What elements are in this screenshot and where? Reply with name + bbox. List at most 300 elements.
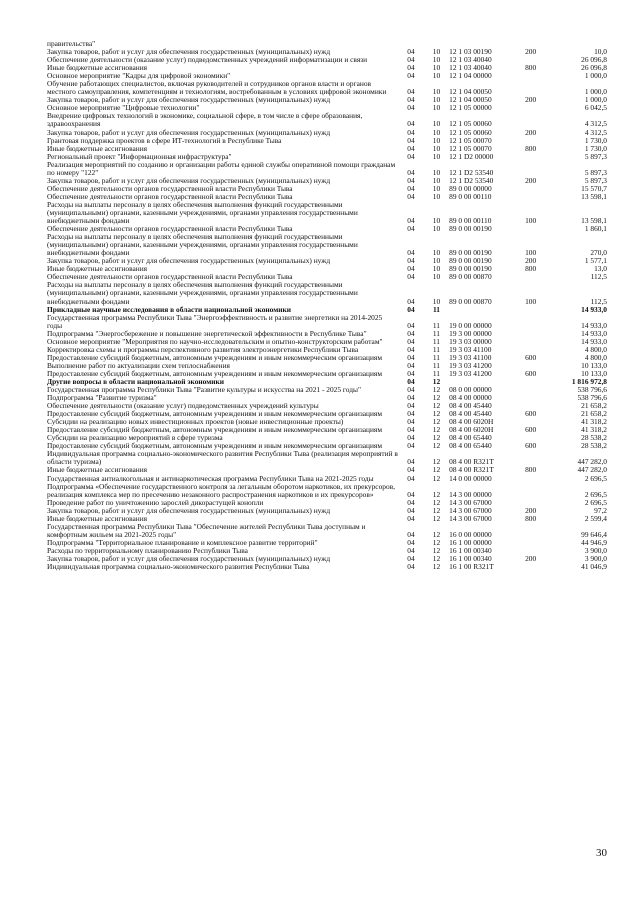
subsection-code: 10 [432, 119, 441, 129]
expense-type-code [515, 185, 546, 193]
subsection-code: 12 [432, 473, 441, 483]
target-article-code: 14 3 00 00000 [449, 489, 492, 499]
subsection-code: 10 [432, 296, 441, 306]
row-name: Закупка товаров, работ и услуг для обеспечения государственных (муниципальных) нужд [47, 47, 331, 57]
amount: 3 900,0 [584, 554, 607, 563]
section-code: 04 [407, 433, 415, 443]
expense-type-code: 800 [525, 465, 537, 475]
amount: 112,5 [590, 272, 607, 282]
amount: 44 946,9 [581, 537, 607, 547]
row-name: Подпрограмма "Энергосбережение и повышение энергетической эффективности в Республике Тыва" [47, 328, 367, 338]
row-name: Расходы по территориальному планированию Республики Тыва [47, 545, 248, 555]
section-code: 04 [407, 248, 415, 258]
target-article-code: 08 4 00 6020H [449, 425, 494, 435]
section-code: 04 [407, 135, 415, 145]
target-article-code: 12 1 03 00190 [449, 47, 492, 57]
amount: 1 730,0 [584, 143, 607, 153]
section-code: 04 [407, 296, 415, 306]
amount: 4 312,5 [584, 119, 607, 129]
subsection-code: 11 [432, 328, 440, 338]
amount: 28 538,2 [581, 441, 607, 451]
section-code: 04 [407, 441, 415, 451]
target-article-code: 16 0 00 00000 [449, 529, 492, 539]
section-code: 04 [407, 175, 415, 185]
amount: 5 897,3 [584, 175, 607, 185]
amount: 28 538,2 [581, 433, 607, 443]
expense-type-code: 600 [525, 409, 537, 419]
amount: 112,5 [590, 296, 607, 306]
expense-type-code [515, 523, 546, 539]
row-name: Обучение работающих специалистов, включая руководителей и сотрудников органов власти и органов местного самоуправления, компетенциям и технологиям, востребованным в условиях цифровой экономики [47, 79, 387, 97]
subsection-code: 12 [432, 465, 441, 475]
subsection-code: 10 [432, 143, 441, 153]
amount: 13,0 [594, 264, 607, 274]
expense-type-code: 800 [525, 63, 537, 73]
section-code: 04 [407, 328, 415, 338]
target-article-code: 89 0 00 00110 [449, 216, 492, 226]
expense-type-code: 100 [525, 296, 537, 306]
amount: 2 696,5 [584, 489, 607, 499]
amount: 1 000,0 [584, 87, 607, 97]
subsection-code: 12 [432, 554, 441, 563]
target-article-code: 16 1 00 00340 [449, 545, 492, 555]
row-name: Закупка товаров, работ и услуг для обеспечения государственных (муниципальных) нужд [47, 554, 331, 563]
section-code: 04 [407, 167, 415, 177]
page-number: 30 [596, 847, 607, 859]
subsection-code: 12 [432, 497, 441, 507]
target-article-code: 89 0 00 00190 [449, 224, 492, 234]
expense-type-code: 100 [525, 216, 537, 226]
section-code: 04 [407, 457, 415, 467]
target-article-code: 14 3 00 67000 [449, 505, 492, 515]
section-code: 04 [407, 393, 415, 403]
subsection-code: 12 [432, 385, 441, 395]
expense-type-code: 200 [525, 47, 537, 57]
target-article-code: 12 1 05 00060 [449, 127, 492, 137]
row-name: Субсидии на реализацию мероприятий в сфере туризма [47, 433, 223, 443]
target-article-code: 12 1 D2 53540 [449, 175, 494, 185]
expense-type-code [515, 193, 546, 201]
row-name: Предоставление субсидий бюджетным, автономным учреждениям и иным некоммерческим организациям [47, 368, 383, 378]
subsection-code: 10 [432, 191, 441, 201]
subsection-code: 10 [432, 256, 441, 266]
expense-type-code: 800 [525, 513, 537, 523]
amount: 14 933,0 [581, 304, 607, 314]
section-code: 04 [407, 489, 415, 499]
subsection-code: 12 [432, 457, 441, 467]
table-row [47, 112, 607, 128]
subsection-code: 11 [432, 336, 440, 346]
subsection-code: 10 [432, 95, 441, 105]
row-name: Обеспечение деятельности органов государственной власти Республики Тыва [47, 191, 293, 201]
expense-type-code [515, 394, 546, 402]
subsection-code: 10 [432, 55, 441, 65]
subsection-code: 10 [432, 135, 441, 145]
row-name: Закупка товаров, работ и услуг для обеспечения государственных (муниципальных) нужд [47, 95, 331, 105]
expense-type-code [515, 483, 546, 499]
target-article-code: 12 1 D2 53540 [449, 167, 494, 177]
expense-type-code [515, 72, 546, 80]
row-name: Закупка товаров, работ и услуг для обеспечения государственных (муниципальных) нужд [47, 175, 331, 185]
target-article-code: 12 1 05 00000 [449, 103, 492, 113]
amount: 26 096,8 [581, 63, 607, 73]
target-article-code: 19 3 03 41200 [449, 368, 492, 378]
target-article-code: 08 4 00 00000 [449, 393, 492, 403]
section-code: 04 [407, 191, 415, 201]
expense-type-code: 200 [525, 505, 537, 515]
target-article-code: 19 0 00 00000 [449, 320, 492, 330]
amount: 10 133,0 [581, 368, 607, 378]
subsection-code: 10 [432, 264, 441, 274]
amount: 538 796,6 [577, 393, 607, 403]
row-name: Расходы на выплаты персоналу в целях обеспечения выполнения функций государственными (муниципальными) органами, казенными учреждениями, органами управления государственными внебюджетными фондами [47, 232, 358, 258]
row-name: Прикладные научные исследования в области национальной экономики [47, 304, 292, 314]
table-row [47, 281, 607, 305]
table-row [47, 483, 607, 499]
subsection-code: 10 [432, 224, 441, 234]
row-name: Индивидуальная программа социально-экономического развития Республики Тыва [47, 562, 310, 572]
subsection-code: 10 [432, 167, 441, 177]
subsection-code: 10 [432, 71, 441, 81]
expense-type-code: 200 [525, 256, 537, 266]
target-article-code: 12 1 05 00070 [449, 135, 492, 145]
section-code: 04 [407, 216, 415, 226]
amount: 3 900,0 [584, 545, 607, 555]
amount: 270,0 [590, 248, 607, 258]
expense-type-code: 200 [525, 554, 537, 563]
target-article-code: 19 3 00 00000 [449, 328, 492, 338]
amount: 447 282,0 [577, 465, 607, 475]
amount: 4 312,5 [584, 127, 607, 137]
expense-type-code [515, 273, 546, 281]
table-row [47, 233, 607, 257]
table-row [47, 450, 607, 466]
section-code: 04 [407, 87, 415, 97]
target-article-code: 12 1 04 00050 [449, 87, 492, 97]
section-code: 04 [407, 554, 415, 563]
target-article-code [449, 306, 515, 314]
row-name: Основное мероприятие "Цифровые технологии" [47, 103, 200, 113]
expense-type-code: 600 [525, 368, 537, 378]
amount: 14 933,0 [581, 320, 607, 330]
subsection-code: 12 [432, 562, 441, 572]
amount: 10,0 [594, 47, 607, 57]
amount: 1 816 972,8 [571, 376, 607, 386]
row-name: Иные бюджетные ассигнования [47, 465, 148, 475]
row-name: Основное мероприятие "Мероприятия по научно-исследовательским и опытно-конструкторским работам" [47, 336, 383, 346]
row-name: Подпрограмма "Развитие туризма" [47, 393, 157, 403]
subsection-code: 12 [432, 433, 441, 443]
target-article-code: 08 4 00 65440 [449, 433, 492, 443]
amount: 15 570,7 [581, 183, 607, 193]
target-article-code: 12 1 05 00060 [449, 119, 492, 129]
subsection-code: 12 [432, 401, 441, 411]
expense-type-code: 200 [525, 95, 537, 105]
subsection-code: 11 [432, 352, 440, 362]
amount: 14 933,0 [581, 336, 607, 346]
target-article-code: 12 1 04 00050 [449, 95, 492, 105]
row-name: Подпрограмма «Обеспечение государственного контроля за легальным оборотом наркотиков, их прекурсоров, реализация комплекса мер по пресечению незаконного распространения наркотиков и их прекурсоров» [47, 481, 395, 499]
target-article-code: 12 1 04 00000 [449, 71, 492, 81]
amount: 97,2 [594, 505, 607, 515]
section-code: 04 [407, 143, 415, 153]
section-code: 04 [407, 497, 415, 507]
section-code: 04 [407, 562, 415, 572]
section-code: 04 [407, 545, 415, 555]
expense-type-code [515, 104, 546, 112]
section-code: 04 [407, 264, 415, 274]
row-name: Государственная программа Республики Тыва "Энергоэффективность и развитие энергетики на 2014-2025 годы [47, 312, 383, 330]
section-code: 04 [407, 304, 415, 314]
row-name: Обеспечение деятельности органов государственной власти Республики Тыва [47, 224, 293, 234]
subsection-code: 12 [432, 425, 441, 435]
section-code: 04 [407, 320, 415, 330]
subsection-code: 12 [432, 545, 441, 555]
row-name: Внедрение цифровых технологий в экономике, социальной сфере, в том числе в сфере образования, здравоохранения [47, 111, 363, 129]
subsection-code: 11 [432, 304, 440, 314]
target-article-code: 08 4 00 45440 [449, 401, 492, 411]
subsection-code: 12 [432, 529, 441, 539]
row-name: Государственная антиалкогольная и антинаркотическая программа Республики Тыва на 2021-2025 годы [47, 473, 374, 483]
section-code: 04 [407, 513, 415, 523]
section-code: 04 [407, 368, 415, 378]
row-name: Расходы на выплаты персоналу в целях обеспечения выполнения функций государственными (муниципальными) органами, казенными учреждениями, органами управления государственными внебюджетными фондами [47, 280, 358, 306]
target-article-code: 12 1 03 40040 [449, 55, 492, 65]
expense-type-code [515, 80, 546, 96]
expense-type-code: 200 [525, 127, 537, 137]
amount: 1 577,1 [584, 256, 607, 266]
expense-type-code [515, 306, 546, 314]
section-code: 04 [407, 425, 415, 435]
row-name: Предоставление субсидий бюджетным, автономным учреждениям и иным некоммерческим организациям [47, 352, 383, 362]
subsection-code: 11 [432, 320, 440, 330]
subsection-code: 12 [432, 393, 441, 403]
section-code: 04 [407, 224, 415, 234]
subsection-code: 12 [432, 505, 441, 515]
row-name: Индивидуальная программа социально-экономического развития Республики Тыва (реализация мероприятий в области туризма) [47, 449, 398, 467]
amount: 13 598,1 [581, 191, 607, 201]
row-name: Основное мероприятие "Кадры для цифровой экономики" [47, 71, 231, 81]
subsection-code: 10 [432, 216, 441, 226]
subsection-code: 12 [432, 417, 441, 427]
target-article-code: 08 4 00 45440 [449, 409, 492, 419]
section-code: 04 [407, 272, 415, 282]
row-name: Закупка товаров, работ и услуг для обеспечения государственных (муниципальных) нужд [47, 256, 331, 266]
target-article-code: 89 0 00 00000 [449, 183, 492, 193]
row-name: Грантовая поддержка проектов в сфере ИТ-технологий в Республике Тыва [47, 135, 282, 145]
row-name: правительства" [47, 39, 96, 48]
table-row [47, 523, 607, 539]
target-article-code: 12 1 05 00070 [449, 143, 492, 153]
amount: 4 800,0 [584, 352, 607, 362]
section-code: 04 [407, 417, 415, 427]
expense-type-code [515, 153, 546, 161]
amount: 41 318,2 [581, 425, 607, 435]
row-name: Предоставление субсидий бюджетным, автономным учреждениям и иным некоммерческим организациям [47, 425, 383, 435]
amount: 6 042,5 [584, 103, 607, 113]
subsection-code: 11 [432, 360, 440, 370]
row-name: Закупка товаров, работ и услуг для обеспечения государственных (муниципальных) нужд [47, 505, 331, 515]
amount: 447 282,0 [577, 457, 607, 467]
subsection-code: 12 [432, 376, 441, 386]
target-article-code: 19 3 03 41100 [449, 344, 492, 354]
target-article-code: 08 4 00 6020H [449, 417, 494, 427]
subsection-code: 10 [432, 47, 441, 57]
row-name: Обеспечение деятельности (оказание услуг) подведомственных учреждений информатизации и связи [47, 55, 368, 65]
row-name: Реализация мероприятий по созданию и организации работы единой службы оперативной помощи гражданам по номеру "122" [47, 159, 396, 177]
subsection-code: 12 [432, 513, 441, 523]
target-article-code: 12 1 03 40040 [449, 63, 492, 73]
table-row [47, 201, 607, 225]
expense-type-code [515, 450, 546, 466]
section-code: 04 [407, 385, 415, 395]
row-name: Государственная программа Республики Тыва "Развитие культуры и искусства на 2021 - 2025 годы" [47, 385, 361, 395]
expense-type-code [515, 330, 546, 338]
subsection-code: 10 [432, 183, 441, 193]
amount: 5 897,3 [584, 167, 607, 177]
section-code: 04 [407, 151, 415, 161]
section-code: 04 [407, 360, 415, 370]
row-name: Обеспечение деятельности органов государственной власти Республики Тыва [47, 272, 293, 282]
section-code: 04 [407, 71, 415, 81]
row-name: Предоставление субсидий бюджетным, автономным учреждениям и иным некоммерческим организациям [47, 441, 383, 451]
row-name: Расходы на выплаты персоналу в целях обеспечения выполнения функций государственными (муниципальными) органами, казенными учреждениями, органами управления государственными внебюджетными фондами [47, 199, 358, 226]
target-article-code: 08 4 00 R321T [449, 457, 494, 467]
expense-type-code [515, 338, 546, 346]
target-article-code: 14 3 00 67000 [449, 513, 492, 523]
target-article-code: 19 3 03 41100 [449, 352, 492, 362]
section-code: 04 [407, 336, 415, 346]
subsection-code: 10 [432, 127, 441, 137]
amount: 1 000,0 [584, 95, 607, 105]
table-row [47, 80, 607, 96]
target-article-code: 89 0 00 00190 [449, 256, 492, 266]
target-article-code: 16 1 00 R321T [449, 562, 494, 572]
subsection-code: 11 [432, 344, 440, 354]
amount: 1 730,0 [584, 135, 607, 145]
expense-type-code: 600 [525, 441, 537, 451]
target-article-code: 16 1 00 00000 [449, 537, 492, 547]
row-name: Иные бюджетные ассигнования [47, 143, 148, 153]
expense-type-code: 600 [525, 352, 537, 362]
amount: 41 318,2 [581, 417, 607, 427]
budget-table-body [47, 40, 607, 571]
section-code: 04 [407, 63, 415, 73]
section-code: 04 [407, 344, 415, 354]
target-article-code: 89 0 00 00190 [449, 264, 492, 274]
subsection-code: 10 [432, 175, 441, 185]
expense-type-code [515, 475, 546, 483]
section-code: 04 [407, 127, 415, 137]
amount: 21 658,2 [581, 409, 607, 419]
amount: 13 598,1 [581, 216, 607, 226]
target-article-code: 16 1 00 00340 [449, 554, 492, 563]
amount: 1 860,1 [584, 224, 607, 234]
budget-table [47, 40, 607, 571]
amount: 99 646,4 [581, 529, 607, 539]
section-code: 04 [407, 95, 415, 105]
subsection-code: 12 [432, 489, 441, 499]
expense-type-code [515, 539, 546, 547]
row-name: Выполнение работ по актуализации схем теплоснабжения [47, 360, 230, 370]
subsection-code: 10 [432, 272, 441, 282]
amount: 1 000,0 [584, 71, 607, 81]
target-article-code: 08 4 00 65440 [449, 441, 492, 451]
section-code: 04 [407, 119, 415, 129]
section-code: 04 [407, 55, 415, 65]
subsection-code: 12 [432, 441, 441, 451]
expense-type-code [515, 225, 546, 233]
section-code: 04 [407, 376, 415, 386]
row-name: Закупка товаров, работ и услуг для обеспечения государственных (муниципальных) нужд [47, 127, 331, 137]
row-name: Проведение работ по уничтожению зарослей дикорастущей конопли [47, 497, 264, 507]
expense-type-code [515, 563, 546, 571]
row-name: Предоставление субсидий бюджетным, автономным учреждениям и иным некоммерческим организациям [47, 409, 383, 419]
amount: 4 800,0 [584, 344, 607, 354]
section-code: 04 [407, 465, 415, 475]
amount: 538 796,6 [577, 385, 607, 395]
target-article-code: 89 0 00 00870 [449, 296, 492, 306]
row-name: Иные бюджетные ассигнования [47, 513, 148, 523]
amount: 5 897,3 [584, 151, 607, 161]
section-code: 04 [407, 256, 415, 266]
section-code: 04 [407, 473, 415, 483]
expense-type-code [515, 112, 546, 128]
expense-type-code: 100 [525, 248, 537, 258]
row-name: Обеспечение деятельности (оказание услуг) подведомственных учреждений культуры [47, 401, 319, 411]
row-name: Субсидии на реализацию новых инвестиционных проектов (новые инвестиционные проекты) [47, 417, 344, 427]
expense-type-code [515, 314, 546, 330]
target-article-code: 19 3 03 00000 [449, 336, 492, 346]
subsection-code: 12 [432, 537, 441, 547]
section-code: 04 [407, 529, 415, 539]
row-name: Обеспечение деятельности органов государственной власти Республики Тыва [47, 183, 293, 193]
amount: 10 133,0 [581, 360, 607, 370]
table-row [47, 314, 607, 330]
expense-type-code [515, 378, 546, 386]
subsection-code: 10 [432, 103, 441, 113]
target-article-code: 12 1 D2 00000 [449, 151, 494, 161]
table-row [47, 563, 607, 571]
subsection-code: 10 [432, 87, 441, 97]
subsection-code: 11 [432, 368, 440, 378]
amount: 26 096,8 [581, 55, 607, 65]
section-code: 04 [407, 352, 415, 362]
amount: 14 933,0 [581, 328, 607, 338]
subsection-code: 10 [432, 63, 441, 73]
row-name: Корректировка схемы и программы перспективного развития электроэнергетики Республики Тыва [47, 344, 359, 354]
target-article-code: 14 0 00 00000 [449, 473, 492, 483]
section-code: 04 [407, 401, 415, 411]
target-article-code: 08 0 00 00000 [449, 385, 492, 395]
section-code: 04 [407, 409, 415, 419]
section-code: 04 [407, 103, 415, 113]
expense-type-code: 800 [525, 143, 537, 153]
amount: 21 658,2 [581, 401, 607, 411]
row-name: Иные бюджетные ассигнования [47, 264, 148, 274]
target-article-code: 89 0 00 00110 [449, 191, 492, 201]
expense-type-code: 200 [525, 175, 537, 185]
row-name: Государственная программа Республики Тыва "Обеспечение жителей Республики Тыва доступным и комфортным жильем на 2021-2025 годы" [47, 521, 366, 539]
target-article-code: 89 0 00 00870 [449, 272, 492, 282]
row-name: Региональный проект "Информационная инфраструктура" [47, 151, 232, 161]
table-row [47, 161, 607, 177]
section-code: 04 [407, 47, 415, 57]
amount: 2 696,5 [584, 473, 607, 483]
row-name: Подпрограмма "Территориальное планирование и комплексное развитие территорий" [47, 537, 318, 547]
section-code: 04 [407, 537, 415, 547]
expense-type-code [515, 161, 546, 177]
